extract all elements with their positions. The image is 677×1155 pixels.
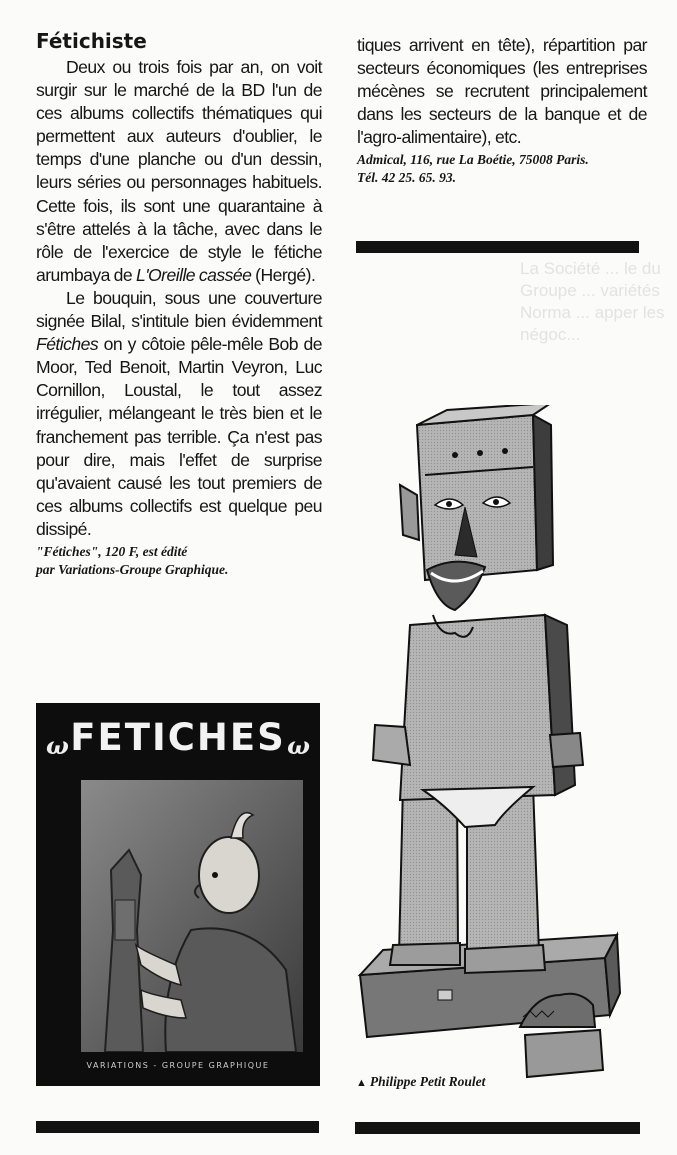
paragraph-1 [36,56,322,287]
right-column [357,34,647,187]
photo-credit-text: Philippe Petit Roulet [369,1074,486,1089]
cover-illustration [81,780,303,1052]
photo-credit [356,1073,485,1092]
book-title-italic: L'Oreille cassée [136,264,252,285]
bottom-rule-right [355,1122,640,1134]
album-title-italic: Fétiches [36,334,99,355]
cover-publisher: VARIATIONS - GROUPE GRAPHIQUE [86,1061,270,1070]
divider-rule [356,241,639,253]
album-credit-line-1: "Fétiches", 120 F, est édité [36,543,188,559]
triangle-marker-icon: ▲ [356,1077,367,1089]
cover-logo-right: ω [287,731,310,760]
address [357,151,647,187]
left-column [36,28,322,579]
fetish-statue-illustration [355,405,635,1085]
continuation-paragraph: tiques arrivent en tête), répartition par secteurs économiques (les entreprises mécènes se recrutent principalement dans les secteurs de la banque et de l'agro-alimentaire), etc. [357,35,647,148]
article-title: Fétichiste [36,29,147,53]
album-credit [36,543,322,579]
bottom-rule-left [36,1121,319,1133]
album-credit-line-2: par Variations-Groupe Graphique. [36,561,229,577]
cover-logo-left: ω [46,731,69,760]
address-line-2: Tél. 42 25. 65. 93. [357,170,456,186]
cover-title: FETICHES [70,715,286,759]
address-line-1: Admical, 116, rue La Boétie, 75008 Paris. [357,152,589,168]
paragraph-2 [36,287,322,541]
show-through-text: La Société ... le du Groupe ... variétés Norma ... apper les négoc... [520,259,665,344]
paragraph-2-text: Le bouquin, sous une couverture signée Bilal, s'intitule bien évidemment [36,287,322,332]
paragraph-2-end: on y côtoie pêle-mêle Bob de Moor, Ted Benoit, Martin Veyron, Luc Cornillon, Loustal, le tout assez irrégulier, mélangeant le très bien et le franchement pas terrible. Ça n'est pas pour dire, mais l'effet de surprise qu'avaient causé les tout premiers de ces albums collectifs est quelque peu dissipé. [36,334,322,539]
paragraph-1-text: Deux ou trois fois par an, on voit surgir sur le marché de la BD l'un de ces albums collectifs thématiques qui permettent aux auteurs d'oublier, le temps d'une planche ou d'un dessin, leurs séries ou personnages habituels. Cette fois, ils sont une quarantaine à s'être attelés à la tâche, avec dans le rôle de l'exercice de style le fétiche arumbaya de [36,57,322,285]
paragraph-1-end: (Hergé). [255,264,316,285]
album-cover-image [36,703,320,1086]
